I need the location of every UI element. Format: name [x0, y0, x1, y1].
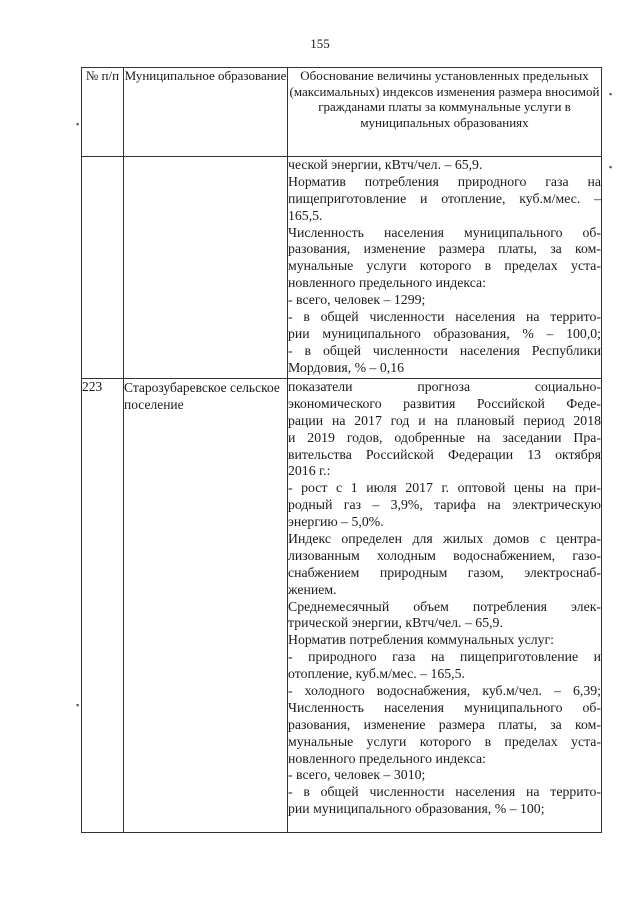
header-municipality: Муниципальное образование	[124, 68, 288, 157]
text-line: и 2019 годов, одобренные на заседании Пра-	[288, 429, 601, 445]
text-line: - всего, человек – 3010;	[288, 767, 426, 783]
row-municipality	[124, 157, 288, 379]
text-line: Численность населения муниципального об-	[288, 699, 601, 715]
text-line: - природного газа на пищеприготовление и	[288, 649, 601, 665]
table-row	[82, 157, 602, 379]
text-line: жением.	[288, 581, 337, 597]
text-line: - всего, человек – 1299;	[288, 292, 426, 308]
text-line: рации на 2017 год и на плановый период 2018	[288, 412, 601, 428]
text-line: новленного предельного индекса:	[288, 750, 486, 766]
text-line: - холодного водоснабжения, куб.м/чел. – 6,39;	[288, 683, 601, 699]
text-line: трической энергии, кВтч/чел. – 65,9.	[288, 615, 503, 631]
text-line: Мордовия, % – 0,16	[288, 359, 405, 375]
text-line: мунальные услуги которого в пределах уста-	[288, 733, 601, 749]
text-line: вительства Российской Федерации 13 октября	[288, 446, 601, 462]
text-line: разования, изменение размера платы, за ком-	[288, 241, 601, 257]
text-line: Индекс определен для жилых домов с центра-	[288, 531, 601, 547]
margin-mark: ▪	[76, 700, 80, 710]
text-line: - в общей численности населения на террито-	[288, 784, 601, 800]
text-line: энергию – 5,0%.	[288, 514, 384, 530]
text-line: отопление, куб.м/мес. – 165,5.	[288, 666, 465, 682]
text-line: - в общей численности населения Республики	[288, 342, 601, 358]
text-line: новленного предельного индекса:	[288, 275, 486, 291]
text-line: Среднемесячный объем потребления элек-	[288, 598, 601, 614]
text-line: разования, изменение размера платы, за ком-	[288, 716, 601, 732]
text-line: - рост с 1 июля 2017 г. оптовой цены на при-	[288, 480, 601, 496]
text-line: 165,5.	[288, 207, 323, 223]
text-line: - в общей численности населения на террито-	[288, 309, 601, 325]
text-line: рии муниципального образования, % – 100,0;	[288, 325, 601, 341]
margin-mark: ▪	[609, 162, 613, 172]
text-line: родный газ – 3,9%, тарифа на электрическую	[288, 497, 601, 513]
page-number: 155	[310, 36, 330, 51]
margin-mark: ▪	[76, 119, 80, 129]
row-number: 223	[82, 379, 124, 833]
header-justification: Обоснование величины установленных предельных (максимальных) индексов изменения размера вносимой гражданами платы за коммунальные услуги в муниципальных образованиях	[288, 68, 602, 157]
text-line: Норматив потребления природного газа на	[288, 173, 601, 189]
row-justification	[288, 379, 602, 833]
text-line: Численность населения муниципального об-	[288, 224, 601, 240]
row-municipality: Старозубаревское сельское поселение	[124, 379, 288, 833]
margin-mark: ▪	[609, 89, 613, 99]
municipal-index-table	[81, 67, 602, 833]
table-header	[82, 68, 602, 157]
row-justification	[288, 157, 602, 379]
text-line: снабжением природным газом, электроснаб-	[288, 564, 601, 580]
text-line: рии муниципального образования, % – 100;	[288, 801, 545, 817]
text-line: показатели прогноза социально-	[288, 379, 601, 394]
text-line: экономического развития Российской Феде-	[288, 395, 601, 411]
text-line: 2016 г.:	[288, 463, 331, 479]
header-number: № п/п	[82, 68, 124, 157]
row-number	[82, 157, 124, 379]
text-line: лизованным холодным водоснабжением, газо-	[288, 547, 601, 563]
text-line: ческой энергии, кВтч/чел. – 65,9.	[288, 157, 483, 172]
text-line: Норматив потребления коммунальных услуг:	[288, 632, 555, 648]
table-row	[82, 379, 602, 833]
text-line: пищеприготовление и отопление, куб.м/мес. –	[288, 190, 601, 206]
text-line: мунальные услуги которого в пределах уста-	[288, 258, 601, 274]
